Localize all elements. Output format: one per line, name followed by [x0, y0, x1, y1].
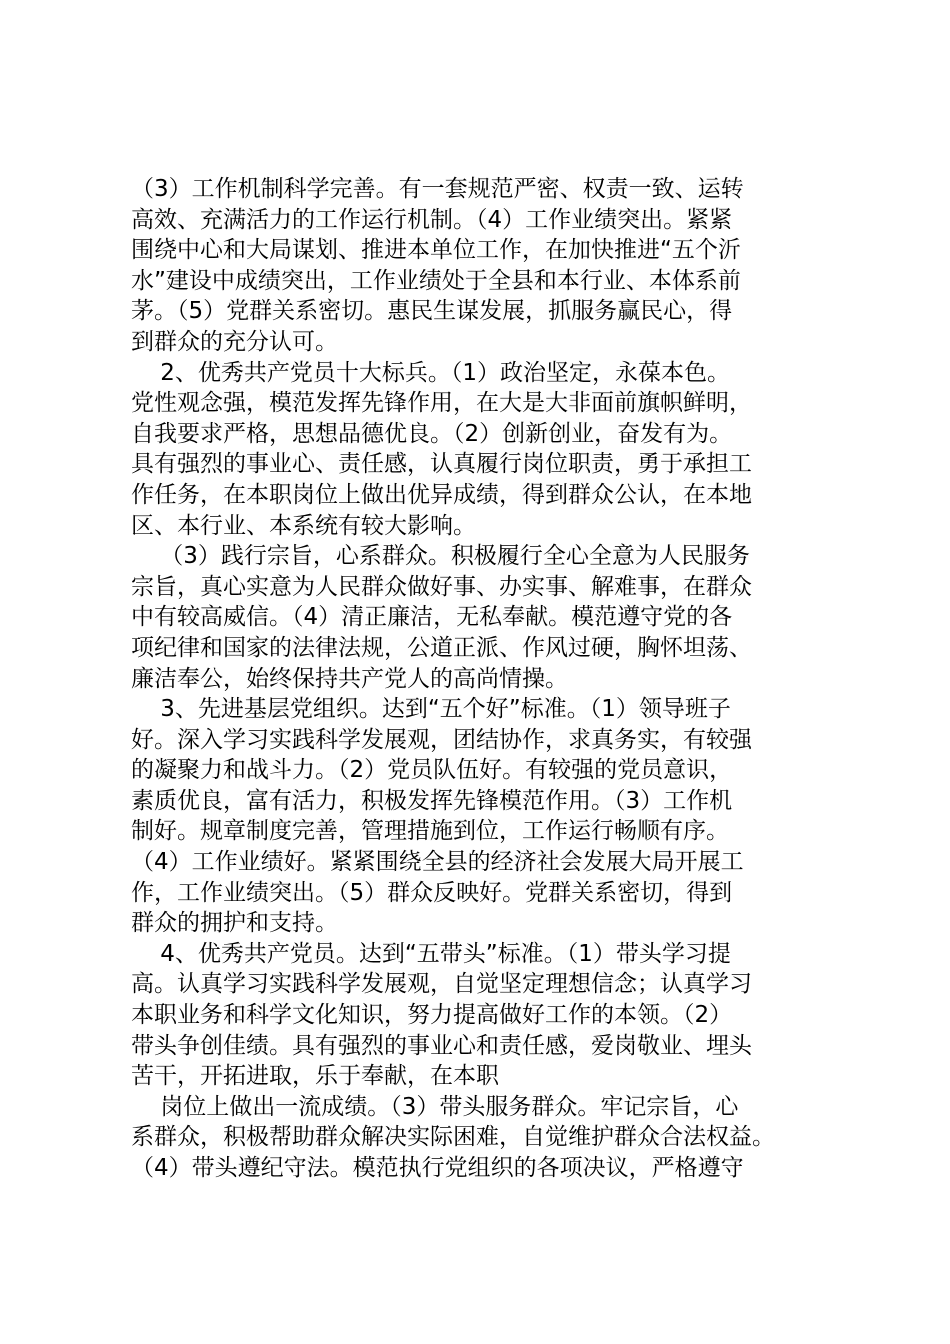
text-line: 宗旨，真心实意为人民群众做好事、办实事、解难事，在群众	[131, 573, 752, 600]
text-line: 区、本行业、本系统有较大影响。	[131, 512, 476, 539]
text-line: 群众的拥护和支持。	[131, 910, 338, 937]
text-line: 作，工作业绩突出。（5）群众反映好。党群关系密切，得到	[131, 879, 733, 906]
text-line: 高。认真学习实践科学发展观，自觉坚定理想信念；认真学习	[131, 971, 752, 998]
text-line: 围绕中心和大局谋划、推进本单位工作，在加快推进“五个沂	[131, 237, 741, 264]
text-line: （3）工作机制科学完善。有一套规范严密、权责一致、运转	[131, 176, 744, 202]
text-line: 4、优秀共产党员。达到“五带头”标准。（1）带头学习提	[131, 940, 731, 967]
text-line: 带头争创佳绩。具有强烈的事业心和责任感，爱岗敬业、埋头	[131, 1032, 752, 1059]
text-line: 制好。规章制度完善，管理措施到位，工作运行畅顺有序。	[131, 818, 729, 845]
text-line: 廉洁奉公，始终保持共产党人的高尚情操。	[131, 665, 568, 692]
text-line: 系群众，积极帮助群众解决实际困难，自觉维护群众合法权益。	[131, 1124, 775, 1151]
text-line: （4）带头遵纪守法。模范执行党组织的各项决议，严格遵守	[131, 1155, 744, 1181]
text-line: 好。深入学习实践科学发展观，团结协作，求真务实，有较强	[131, 726, 752, 753]
text-line: 中有较高威信。（4）清正廉洁，无私奉献。模范遵守党的各	[131, 604, 733, 631]
text-line: 茅。（5）党群关系密切。惠民生谋发展，抓服务赢民心，得	[131, 298, 733, 325]
text-line: 具有强烈的事业心、责任感，认真履行岗位职责，勇于承担工	[131, 451, 752, 478]
text-line: 党性观念强，模范发挥先锋作用，在大是大非面前旗帜鲜明，	[131, 390, 752, 417]
text-line: （3）践行宗旨，心系群众。积极履行全心全意为人民服务	[131, 543, 750, 570]
text-line: 岗位上做出一流成绩。（3）带头服务群众。牢记宗旨，心	[131, 1093, 739, 1120]
text-line: 自我要求严格，思想品德优良。（2）创新创业，奋发有为。	[131, 420, 733, 447]
text-line: 苦干，开拓进取，乐于奉献，在本职	[131, 1063, 499, 1090]
text-line: 2、优秀共产党员十大标兵。（1）政治坚定，永葆本色。	[131, 359, 731, 386]
text-line: 作任务，在本职岗位上做出优异成绩，得到群众公认，在本地	[131, 481, 752, 508]
text-line: 水”建设中成绩突出，工作业绩处于全县和本行业、本体系前	[131, 267, 741, 294]
text-line: 高效、充满活力的工作运行机制。（4）工作业绩突出。紧紧	[131, 206, 733, 233]
text-line: 素质优良，富有活力，积极发挥先锋模范作用。（3）工作机	[131, 787, 733, 814]
text-line: 到群众的充分认可。	[131, 328, 338, 355]
text-line: 的凝聚力和战斗力。（2）党员队伍好。有较强的党员意识，	[131, 757, 733, 784]
text-line: 3、先进基层党组织。达到“五个好”标准。（1）领导班子	[131, 696, 731, 723]
text-line: （4）工作业绩好。紧紧围绕全县的经济社会发展大局开展工	[131, 849, 744, 876]
text-line: 项纪律和国家的法律法规，公道正派、作风过硬，胸怀坦荡、	[131, 634, 752, 661]
document-body	[131, 174, 831, 1184]
text-line: 本职业务和科学文化知识，努力提高做好工作的本领。（2）	[131, 1002, 733, 1029]
